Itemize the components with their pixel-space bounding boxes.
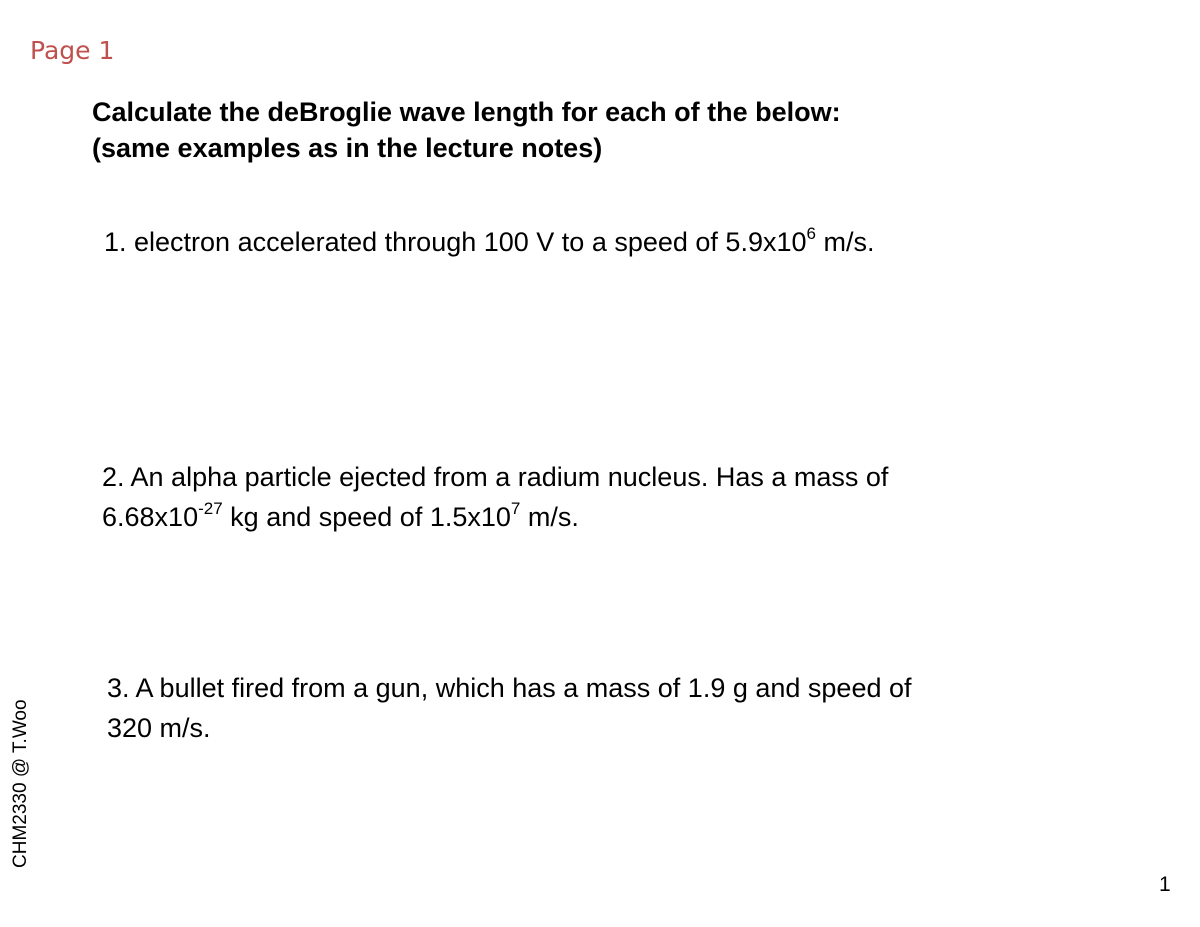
question-2-mass: 6.68x10 (102, 502, 199, 532)
heading-line-2: (same examples as in the lecture notes) (92, 133, 603, 163)
question-1-exponent: 6 (806, 224, 816, 243)
question-3-line-1: 3. A bullet fired from a gun, which has a mass of 1.9 g and speed of (107, 673, 912, 703)
question-1-text: 1. electron accelerated through 100 V to a speed of 5.9x10 (104, 227, 807, 257)
question-2-line-1: 2. An alpha particle ejected from a radium nucleus. Has a mass of (102, 462, 889, 492)
question-2-mass-exponent: -27 (198, 499, 223, 518)
question-1 (104, 222, 874, 262)
page-number: 1 (1159, 873, 1171, 896)
question-2-speed-exponent: 7 (510, 499, 521, 518)
question-3 (107, 668, 912, 748)
question-3-line-2: 320 m/s. (107, 713, 211, 743)
question-1-unit: m/s. (815, 227, 875, 257)
question-2-unit: m/s. (520, 502, 579, 532)
heading-line-1: Calculate the deBroglie wave length for each of the below: (92, 97, 841, 127)
page-label: Page 1 (30, 36, 115, 65)
question-1-line (104, 222, 874, 262)
question-2-mid: kg and speed of 1.5x10 (222, 502, 511, 532)
course-credit: CHM2330 @ T.Woo (10, 699, 31, 868)
heading (92, 94, 841, 166)
question-2-line-2 (102, 497, 888, 537)
question-2 (102, 457, 888, 537)
